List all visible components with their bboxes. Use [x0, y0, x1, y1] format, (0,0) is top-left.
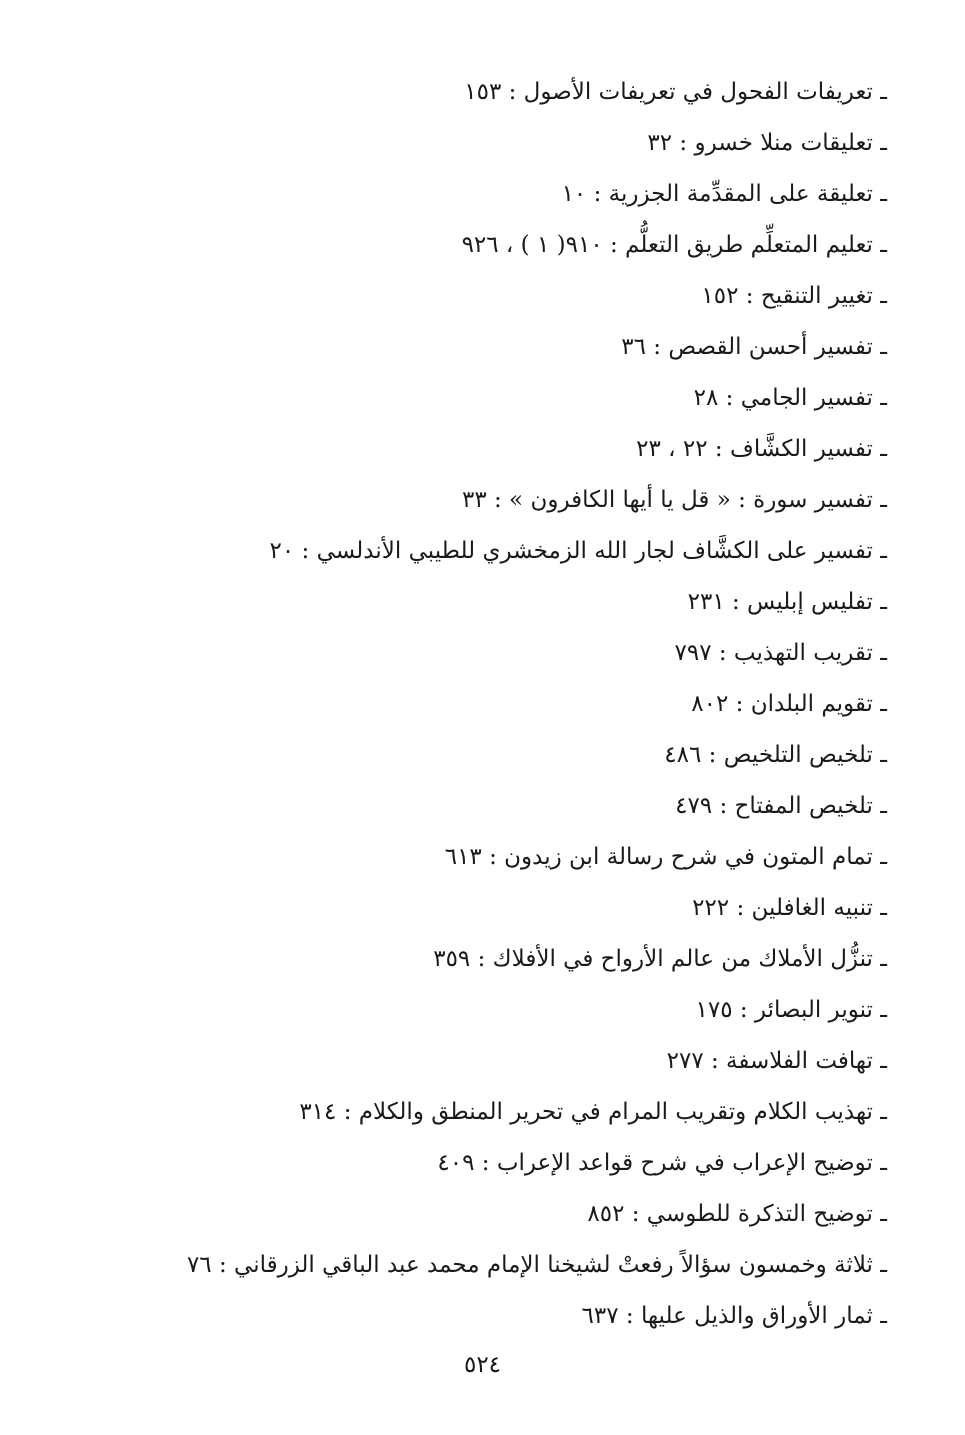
page-number: ٥٢٤ [463, 1352, 502, 1378]
index-entry: ـ ثلاثة وخمسون سؤالاً رفعتْ لشيخنا الإمام محمد عبد الباقي الزرقاني : ٧٦ [186, 1252, 887, 1278]
index-entry: ـ تنبيه الغافلين : ٢٢٢ [692, 895, 887, 921]
index-entry: ـ تفسير الجامي : ٢٨ [693, 385, 887, 411]
index-entry: ـ تفسير سورة : « قل يا أيها الكافرون » : ٣٣ [461, 487, 887, 513]
index-entry-list [57, 67, 887, 1342]
index-entry: ـ تفسير الكشَّاف : ٢٢ ، ٢٣ [636, 436, 887, 462]
index-entry: ـ تنزُّل الأملاك من عالم الأرواح في الأفلاك : ٣٥٩ [433, 946, 887, 972]
index-entry: ـ تلخيص التلخيص : ٤٨٦ [664, 742, 887, 768]
index-entry: ـ تعليم المتعلِّم طريق التعلُّم : ٩١٠( ١ ) ، ٩٢٦ [461, 232, 887, 258]
index-entry: ـ توضيح التذكرة للطوسي : ٨٥٢ [587, 1201, 887, 1227]
index-entry: ـ تقريب التهذيب : ٧٩٧ [674, 640, 887, 666]
index-entry: ـ تعليقات منلا خسرو : ٣٢ [647, 130, 887, 156]
index-entry: ـ تفليس إبليس : ٢٣١ [687, 589, 887, 615]
index-entry: ـ تفسير على الكشَّاف لجار الله الزمخشري للطيبي الأندلسي : ٢٠ [269, 538, 887, 564]
index-entry: ـ تعليقة على المقدِّمة الجزرية : ١٠ [561, 181, 887, 207]
index-entry: ـ تفسير أحسن القصص : ٣٦ [621, 334, 887, 360]
index-entry: ـ تغيير التنقيح : ١٥٢ [701, 283, 887, 309]
index-entry: ـ تقويم البلدان : ٨٠٢ [691, 691, 887, 717]
index-entry: ـ تعريفات الفحول في تعريفات الأصول : ١٥٣ [464, 79, 887, 105]
index-entry: ـ تهافت الفلاسفة : ٢٧٧ [666, 1048, 887, 1074]
index-entry: ـ ثمار الأوراق والذيل عليها : ٦٣٧ [581, 1303, 887, 1329]
index-entry: ـ تنوير البصائر : ١٧٥ [695, 997, 887, 1023]
index-entry: ـ تمام المتون في شرح رسالة ابن زيدون : ٦١٣ [444, 844, 887, 870]
index-entry: ـ توضيح الإعراب في شرح قواعد الإعراب : ٤٠٩ [437, 1150, 887, 1176]
index-entry: ـ تهذيب الكلام وتقريب المرام في تحرير المنطق والكلام : ٣١٤ [299, 1099, 887, 1125]
index-entry: ـ تلخيص المفتاح : ٤٧٩ [675, 793, 887, 819]
